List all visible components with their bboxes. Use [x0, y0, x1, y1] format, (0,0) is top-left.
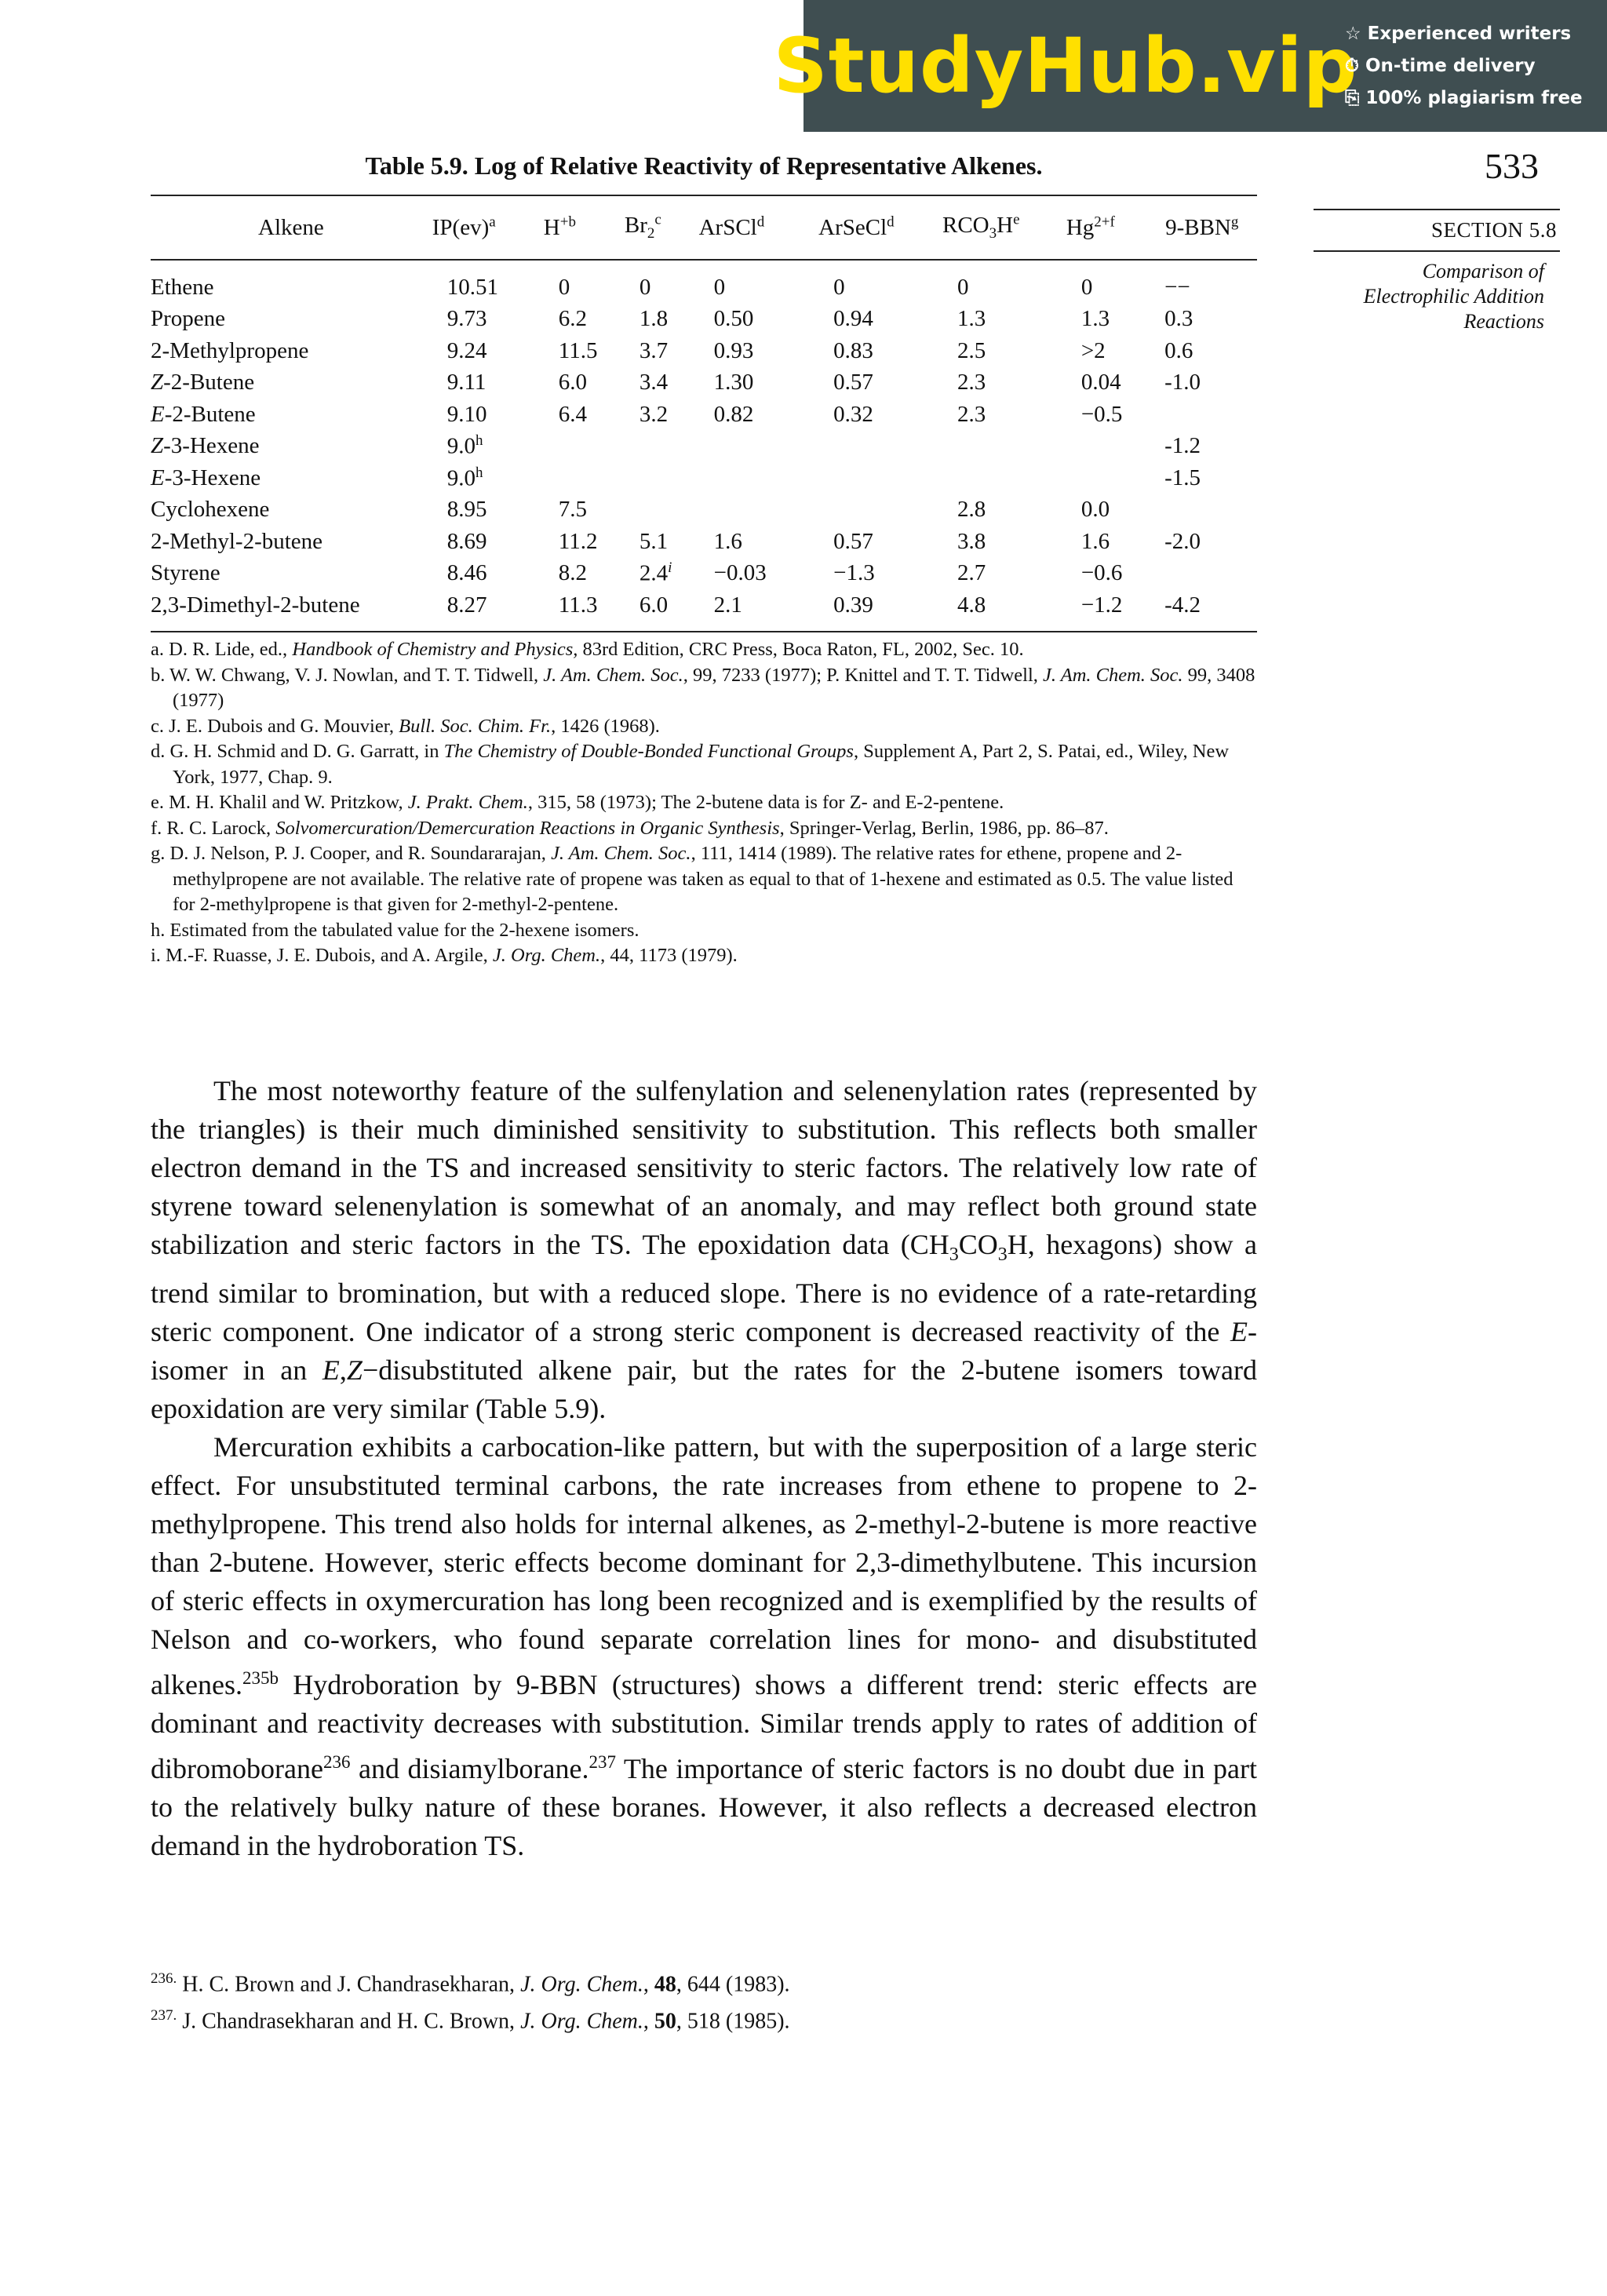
value-cell: 0	[957, 274, 969, 300]
value-cell: -1.5	[1164, 465, 1201, 490]
value-cell: 0.83	[833, 337, 873, 363]
value-cell: 0.94	[833, 306, 873, 332]
value-cell: 3.2	[639, 401, 669, 427]
value-cell: 2.5	[957, 337, 986, 363]
value-cell: 1.6	[713, 528, 742, 554]
value-cell: 0.82	[713, 401, 754, 427]
column-header: IP(ev)$^a$	[432, 195, 543, 260]
footnote: h. Estimated from the tabulated value for the 2-hexene isomers.	[151, 919, 640, 941]
table-row	[151, 558, 1257, 590]
value-cell: 1.8	[639, 306, 669, 332]
value-cell: 9.0$^h$	[446, 432, 483, 460]
value-cell	[624, 462, 698, 494]
value-cell: 2.4$^i$	[639, 559, 672, 587]
value-cell: 0	[833, 274, 845, 300]
table-footnotes	[151, 637, 1257, 969]
value-cell: -1.0	[1164, 370, 1201, 395]
alkene-name-cell: 2-Methyl-2-butene	[151, 528, 323, 554]
table-row	[151, 462, 1257, 494]
value-cell: 3.8	[957, 528, 986, 554]
value-cell	[543, 431, 624, 463]
footnote: i. M.-F. Ruasse, J. E. Dubois, and A. Argile, J. Org. Chem., 44, 1173 (1979).	[151, 945, 738, 966]
table-caption: Table 5.9. Log of Relative Reactivity of Representative Alkenes.	[365, 151, 1043, 180]
studyhub-logo[interactable]: StudyHub.vip	[773, 22, 1358, 110]
value-cell: 11.2	[558, 528, 598, 554]
value-cell	[1164, 558, 1257, 590]
table-row	[151, 589, 1257, 632]
value-cell: 10.51	[446, 274, 498, 300]
value-cell: −0.6	[1080, 560, 1123, 586]
banner-feature: ⎘ 100% plagiarism free	[1345, 87, 1583, 108]
alkene-name-cell: Z-3-Hexene	[151, 433, 260, 459]
value-cell	[698, 431, 818, 463]
value-cell	[1066, 462, 1164, 494]
value-cell: 0.57	[833, 370, 873, 395]
alkene-name-cell: Ethene	[151, 274, 214, 300]
value-cell	[698, 494, 818, 527]
banner-feature: ☆ Experienced writers	[1345, 23, 1572, 44]
value-cell: 11.5	[558, 337, 598, 363]
value-cell	[1164, 399, 1257, 431]
value-cell: −0.5	[1080, 401, 1123, 427]
footnote: c. J. E. Dubois and G. Mouvier, Bull. Soc. Chim. Fr., 1426 (1968).	[151, 715, 660, 737]
value-cell: 9.73	[446, 306, 487, 332]
value-cell: 3.7	[639, 337, 669, 363]
value-cell: 0	[639, 274, 651, 300]
value-cell: 0.04	[1080, 370, 1121, 395]
value-cell: 2.8	[957, 497, 986, 523]
table-header-row	[151, 195, 1257, 260]
value-cell: 9.24	[446, 337, 487, 363]
alkene-name-cell: 2-Methylpropene	[151, 337, 309, 363]
value-cell: −−	[1164, 274, 1190, 300]
value-cell	[624, 494, 698, 527]
value-cell	[543, 462, 624, 494]
value-cell: 2.7	[957, 560, 986, 586]
value-cell: 11.3	[543, 589, 624, 632]
value-cell: 0.6	[1164, 337, 1193, 363]
column-header: $Br_2^c$	[624, 195, 698, 260]
section-header	[1314, 209, 1560, 252]
alkene-name-cell: Cyclohexene	[151, 497, 270, 523]
value-cell: 6.0	[558, 370, 588, 395]
value-cell: 2.1	[698, 589, 818, 632]
value-cell: 7.5	[558, 497, 588, 523]
value-cell: -1.2	[1164, 433, 1201, 459]
value-cell	[1164, 494, 1257, 527]
value-cell	[624, 431, 698, 463]
footnote-references	[151, 1963, 1257, 2038]
table-row	[151, 367, 1257, 399]
value-cell: 6.4	[558, 401, 588, 427]
value-cell: 3.4	[639, 370, 669, 395]
value-cell: 1.30	[713, 370, 754, 395]
paragraph-1: The most noteworthy feature of the sulfenylation and selenenylation rates (represented by the triangles) is their much diminished sensitivity to substitution. This reflects both smaller electron demand in the TS and increased sensitivity to steric factors. The relatively low rate of styrene toward selenenylation is somewhat of an anomaly, and may reflect both ground state stabilization and steric factors in the TS. The epoxidation data ($CH_3CO_3H$, hexagons) show a trend similar to bromination, but with a reduced slope. There is no evidence of a rate-retarding steric component. One indicator of a strong steric component is decreased reactivity of the E-isomer in an E,Z−disubstituted alkene pair, but the rates for the 2-butene isomers toward epoxidation are very similar (Table 5.9).	[151, 1075, 1257, 1425]
footnote: d. G. H. Schmid and D. G. Garratt, in The Chemistry of Double-Bonded Functional Groups, Supplement A, Part 2, S. Patai, ed., Wiley, New York, 1977, Chap. 9.	[151, 741, 1230, 788]
value-cell: 0.93	[713, 337, 754, 363]
promo-banner[interactable]	[773, 0, 1607, 132]
value-cell: −1.3	[833, 560, 875, 586]
alkene-name-cell: Propene	[151, 306, 226, 332]
footnote: a. D. R. Lide, ed., Handbook of Chemistry and Physics, 83rd Edition, CRC Press, Boca Raton, FL, 2002, Sec. 10.	[151, 639, 1024, 660]
value-cell: 0	[1080, 274, 1093, 300]
alkene-name-cell: E-2-Butene	[151, 401, 256, 427]
table-row	[151, 526, 1257, 558]
value-cell: 0.3	[1164, 306, 1193, 332]
value-cell: 9.11	[446, 370, 486, 395]
value-cell: 9.0$^h$	[446, 464, 483, 491]
value-cell: 6.0	[624, 589, 698, 632]
value-cell: 1.3	[1080, 306, 1110, 332]
value-cell: 2.3	[957, 370, 986, 395]
value-cell: 0	[558, 274, 570, 300]
value-cell: 5.1	[639, 528, 669, 554]
reactivity-table	[151, 195, 1257, 632]
value-cell: -2.0	[1164, 528, 1201, 554]
value-cell: 1.3	[957, 306, 986, 332]
page-number: 533	[1485, 146, 1539, 186]
value-cell: 8.27	[432, 589, 543, 632]
alkene-name-cell: Styrene	[151, 560, 220, 586]
value-cell	[818, 431, 942, 463]
value-cell: 4.8	[942, 589, 1066, 632]
footnote: e. M. H. Khalil and W. Pritzkow, J. Prakt. Chem., 315, 58 (1973); The 2-butene data is for Z- and E-2-pentene.	[151, 792, 1004, 813]
value-cell: 6.2	[558, 306, 588, 332]
table-row	[151, 304, 1257, 336]
value-cell: 9.10	[446, 401, 487, 427]
value-cell: 8.2	[558, 560, 588, 586]
column-header: $Hg^{2+f}$	[1066, 195, 1164, 260]
column-header: Alkene	[151, 195, 432, 260]
column-header: ArSCl$^d$	[698, 195, 818, 260]
table-row	[151, 399, 1257, 431]
section-label: SECTION 5.8	[1431, 218, 1557, 242]
footnote: f. R. C. Larock, Solvomercuration/Demercuration Reactions in Organic Synthesis, Springer-Verlag, Berlin, 1986, pp. 86–87.	[151, 817, 1109, 839]
footnote: g. D. J. Nelson, P. J. Cooper, and R. Soundararajan, J. Am. Chem. Soc., 111, 1414 (1989). The relative rates for ethene, propene and 2-methylpropene are not available. The relative rate of propene was taken as equal to that of 1-hexene and estimated as 0.5. The value listed for 2-methylpropene is that given for 2-methyl-2-pentene.	[151, 843, 1233, 915]
footnote: b. W. W. Chwang, V. J. Nowlan, and T. T. Tidwell, J. Am. Chem. Soc., 99, 7233 (1977); P. Knittel and T. T. Tidwell, J. Am. Chem. Soc. 99, 3408 (1977)	[151, 664, 1255, 711]
value-cell: 8.95	[446, 497, 487, 523]
value-cell: 0.39	[818, 589, 942, 632]
value-cell: −1.2	[1066, 589, 1164, 632]
column-header: $H^{+b}$	[543, 195, 624, 260]
section-topic: Comparison of Electrophilic Addition Reactions	[1363, 260, 1544, 333]
value-cell: 1.6	[1080, 528, 1110, 554]
table-row	[151, 335, 1257, 367]
value-cell: 0	[713, 274, 726, 300]
column-header: 9-BBN$^g$	[1164, 195, 1257, 260]
alkene-name-cell: E-3-Hexene	[151, 465, 261, 490]
column-header: $RCO_3H^e$	[942, 195, 1066, 260]
alkene-name-cell: 2,3-Dimethyl-2-butene	[151, 589, 432, 632]
table-row	[151, 260, 1257, 304]
value-cell	[942, 431, 1066, 463]
value-cell: 0.50	[713, 306, 754, 332]
banner-feature-list	[1328, 18, 1607, 115]
value-cell: 8.46	[446, 560, 487, 586]
value-cell: 0.32	[833, 401, 873, 427]
value-cell	[818, 462, 942, 494]
body-text	[151, 1072, 1257, 1865]
reference-item: $^{236.}$ H. C. Brown and J. Chandrasekharan, J. Org. Chem., 48, 644 (1983).	[151, 1970, 790, 1997]
value-cell	[698, 462, 818, 494]
table-row	[151, 494, 1257, 527]
column-header: ArSeCl$^d$	[818, 195, 942, 260]
value-cell	[818, 494, 942, 527]
value-cell: 0.57	[833, 528, 873, 554]
value-cell: >2	[1080, 337, 1106, 363]
reference-item: $^{237.}$ J. Chandrasekharan and H. C. Brown, J. Org. Chem., 50, 518 (1985).	[151, 2007, 790, 2034]
value-cell: -4.2	[1164, 589, 1257, 632]
value-cell	[1066, 431, 1164, 463]
value-cell: −0.03	[713, 560, 767, 586]
value-cell: 2.3	[957, 401, 986, 427]
alkene-name-cell: Z-2-Butene	[151, 370, 255, 395]
table-body	[151, 260, 1257, 632]
value-cell: 8.69	[446, 528, 487, 554]
table-row	[151, 431, 1257, 463]
value-cell: 0.0	[1080, 497, 1110, 523]
banner-feature: ⏱ On-time delivery	[1345, 55, 1536, 76]
paragraph-2: Mercuration exhibits a carbocation-like pattern, but with the superposition of a large steric effect. For unsubstituted terminal carbons, the rate increases from ethene to propene to 2-methylpropene. This trend also holds for internal alkenes, as 2-methyl-2-butene is more reactive than 2-butene. However, steric effects become dominant for 2,3-dimethylbutene. This incursion of steric effects in oxymercuration has long been recognized and is exemplified by the results of Nelson and co-workers, who found separate correlation lines for mono- and disubstituted alkenes.$^{235b}$ Hydroboration by 9-BBN (structures) shows a different trend: steric effects are dominant and reactivity decreases with substitution. Similar trends apply to rates of addition of dibromoborane$^{236}$ and disiamylborane.$^{237}$ The importance of steric factors is no doubt due in part to the relatively bulky nature of these boranes. However, it also reflects a decreased electron demand in the hydroboration TS.	[151, 1431, 1258, 1862]
value-cell	[942, 462, 1066, 494]
